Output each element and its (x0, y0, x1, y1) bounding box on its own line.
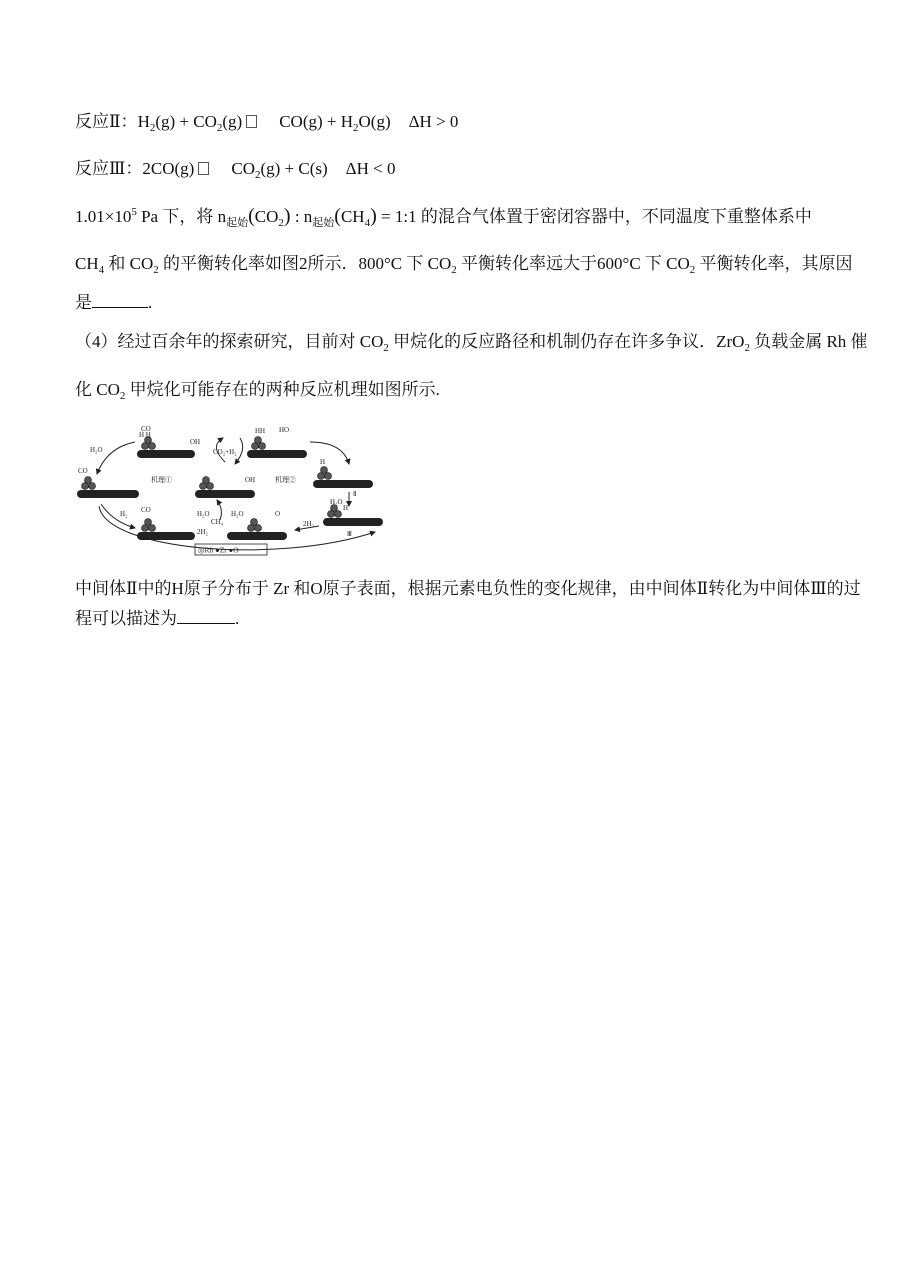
legend-text: ◎Rh ●Zr ●O (198, 545, 239, 555)
svg-text:CO: CO (141, 506, 151, 514)
svg-text:2H₂: 2H₂ (303, 520, 314, 528)
equilibrium-arrow-icon (198, 162, 209, 175)
answer-blank-1[interactable] (92, 293, 148, 308)
catalyst-surface-top-left (137, 450, 195, 458)
catalyst-surface-right (313, 480, 373, 488)
svg-text:CO: CO (141, 425, 151, 433)
reaction-2-enthalpy: ΔH > 0 (408, 112, 459, 131)
intermediate-1-label: Ⅰ (285, 452, 288, 460)
mechanism-2-label: 机理② (275, 476, 296, 484)
part-4-line-2: 化 $CO_2$ 甲烷化可能存在的两种反应机理如图所示. (75, 380, 440, 402)
paragraph-conditions-line-1: $1.01\times 10^5$ Pa 下，将 $n_{起始}(CO_2)$ : $n_{起始}(CH_4)$ = 1:1 的混合气体置于密闭容器中，不同温度下重整体系中 (75, 205, 812, 229)
svg-text:H₂O: H₂O (330, 498, 343, 506)
reaction-2-products: CO(g) + H (279, 112, 354, 131)
catalyst-surface-bottom-left (137, 532, 195, 540)
catalyst-surface-center (195, 490, 255, 498)
reaction-3-label: 反应Ⅲ： (75, 159, 143, 178)
catalyst-surface-top-middle (247, 450, 307, 458)
reaction-3-line: 反应Ⅲ：2CO(g) $CO_2(g) + C(s) \Delta H < 0$ (75, 159, 396, 181)
paragraph-conditions-line-2: $CH_4$ 和 $CO_2$ 的平衡转化率如图2所示．800°C 下 $CO_2$ 平衡转化率远大于600°C 下 $CO_2$ 平衡转化率，其原因 (75, 254, 853, 276)
svg-text:O: O (275, 510, 281, 518)
svg-text:H₂O: H₂O (197, 510, 210, 518)
reaction-3-enthalpy: ΔH < 0 (345, 159, 396, 178)
intermediate-3-label: Ⅲ (347, 530, 352, 538)
svg-text:HO: HO (279, 426, 290, 434)
reaction-2-line: 反应Ⅱ：$H_2(g) + CO_2(g) CO(g) + H_2O(g) \Delta H > 0$ (75, 112, 459, 134)
paragraph-conditions-line-3: 是 . (75, 293, 153, 312)
svg-text:CO₂+H₂: CO₂+H₂ (213, 448, 237, 456)
mechanism-diagram (75, 420, 405, 565)
svg-text:CO: CO (78, 467, 88, 475)
intermediate-2-label: Ⅱ (353, 490, 357, 498)
svg-text:H H: H H (139, 431, 151, 439)
catalyst-surface-bottom-middle (227, 532, 287, 540)
svg-text:2H₂: 2H₂ (197, 528, 208, 536)
svg-text:H₂O: H₂O (90, 446, 103, 454)
reaction-3-reactants: 2CO(g) (142, 159, 195, 178)
svg-text:HH: HH (255, 427, 266, 435)
catalyst-surface-bottom-right (323, 518, 383, 526)
svg-text:H₂O: H₂O (231, 510, 244, 518)
equilibrium-arrow-icon (246, 115, 257, 128)
question-line-1: 中间体Ⅱ中的H原子分布于 Zr 和O原子表面，根据元素电负性的变化规律，由中间体Ⅱ转化为中间体Ⅲ的过 (75, 579, 861, 598)
reaction-2-label: 反应Ⅱ： (75, 112, 138, 131)
svg-text:H: H (343, 504, 349, 512)
catalyst-surface-left (77, 490, 139, 498)
svg-text:H: H (320, 458, 326, 466)
svg-text:OH: OH (190, 438, 201, 446)
svg-text:CH₄: CH₄ (211, 518, 224, 526)
question-line-2: 程可以描述为 . (75, 609, 240, 628)
answer-blank-2[interactable] (177, 609, 235, 624)
svg-text:OH: OH (245, 476, 256, 484)
svg-text:H₂: H₂ (120, 510, 128, 518)
mechanism-1-label: 机理① (151, 476, 172, 484)
part-4-line-1: （4）经过百余年的探索研究，目前对 $CO_2$ 甲烷化的反应路径和机制仍存在许多争议．ZrO$_2$ 负载金属 Rh 催 (75, 332, 868, 354)
